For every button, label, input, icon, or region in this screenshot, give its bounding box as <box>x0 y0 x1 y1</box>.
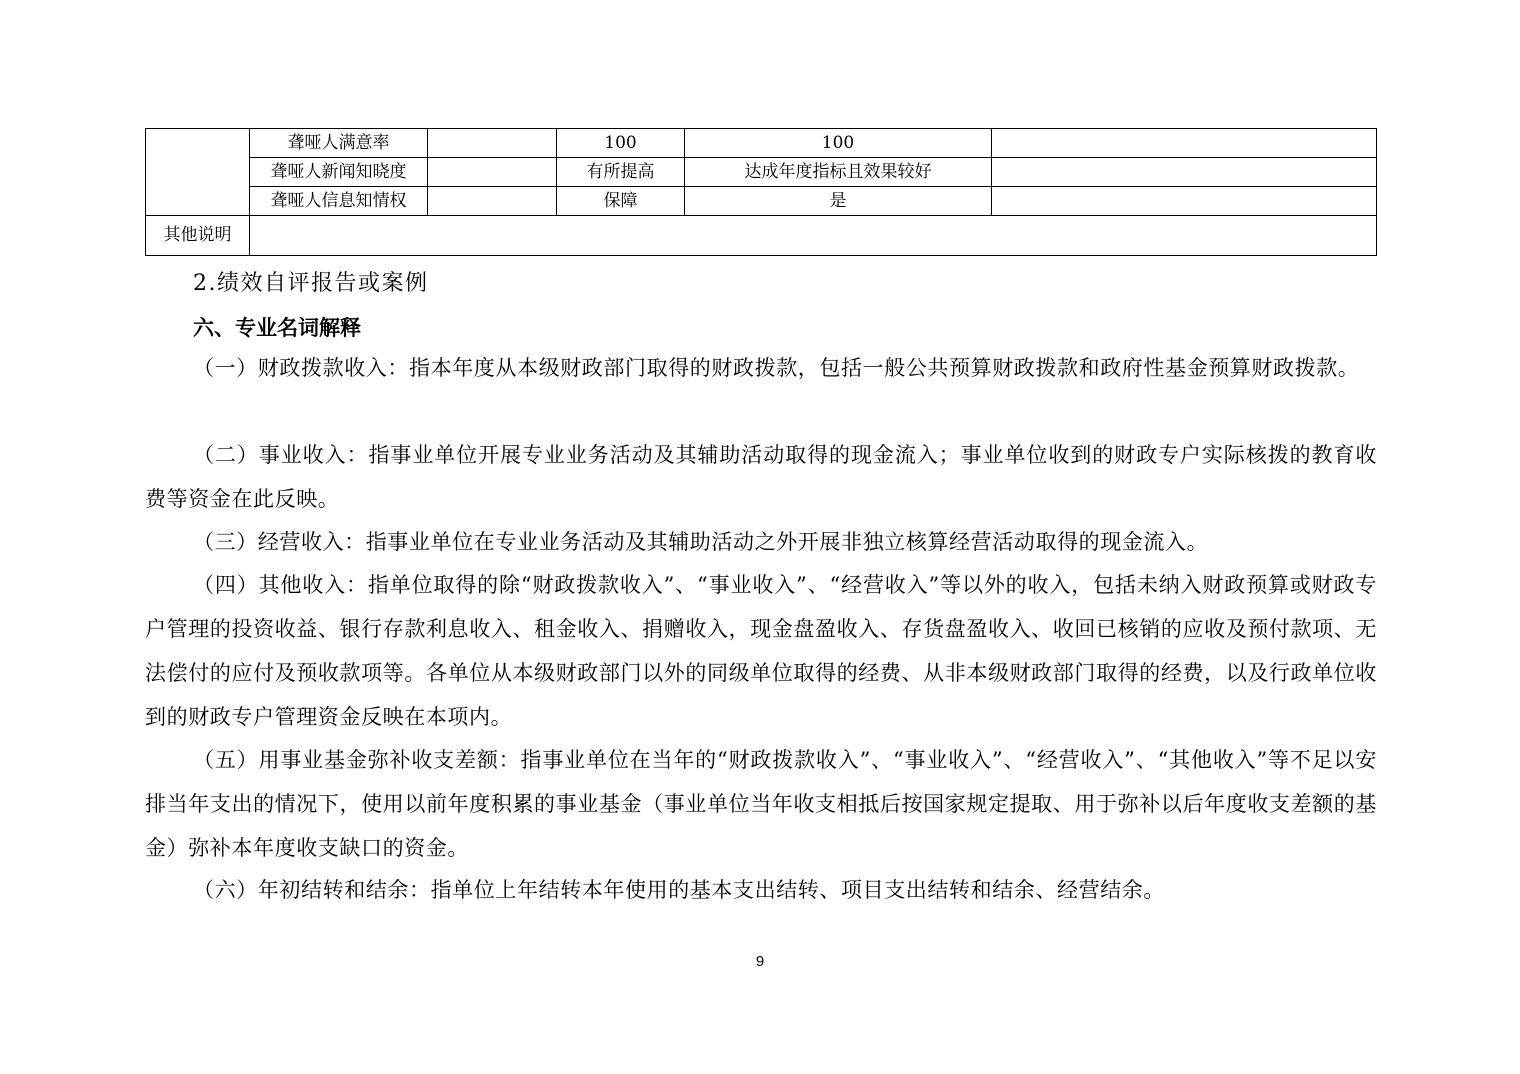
paragraph-other-income: （四）其他收入：指单位取得的除“财政拨款收入”、“事业收入”、“经营收入”等以外的收入，包括未纳入财政预算或财政专户管理的投资收益、银行存款利息收入、租金收入、捐赠收入，现金盘盈收入、存货盘盈收入、收回已核销的应收及预付款项、无法偿付的应付及预收款项等。各单位从本级财政部门以外的同级单位取得的经费、从非本级财政部门取得的经费，以及行政单位收到的财政专户管理资金反映在本项内。 <box>145 573 1377 729</box>
target-cell: 100 <box>557 129 685 158</box>
note-cell <box>992 187 1377 216</box>
table-row <box>146 187 1377 216</box>
category-cell <box>146 129 250 216</box>
table-row <box>146 158 1377 187</box>
paragraph-business-fund: （五）用事业基金弥补收支差额：指事业单位在当年的“财政拨款收入”、“事业收入”、“经营收入”、“其他收入”等不足以安排当年支出的情况下，使用以前年度积累的事业基金（事业单位当年收支相抵后按国家规定提取、用于弥补以后年度收支差额的基金）弥补本年度收支缺口的资金。 <box>145 748 1377 860</box>
page-number: 9 <box>755 953 765 970</box>
paragraph-carryover: （六）年初结转和结余：指单位上年结转本年使用的基本支出结转、项目支出结转和结余、经营结余。 <box>193 878 1165 902</box>
other-label-cell: 其他说明 <box>146 216 250 256</box>
table-row <box>146 129 1377 158</box>
paragraph-operating-income: （三）经营收入：指事业单位在专业业务活动及其辅助活动之外开展非独立核算经营活动取得的现金流入。 <box>193 530 1209 554</box>
actual-cell: 100 <box>685 129 992 158</box>
indicator-cell: 聋哑人信息知情权 <box>250 187 428 216</box>
empty-cell <box>428 158 557 187</box>
actual-cell: 达成年度指标且效果较好 <box>685 158 992 187</box>
paragraph-fiscal-appropriation: （一）财政拨款收入：指本年度从本级财政部门取得的财政拨款，包括一般公共预算财政拨款和政府性基金预算财政拨款。 <box>193 356 1360 380</box>
indicator-cell: 聋哑人新闻知晓度 <box>250 158 428 187</box>
empty-cell <box>428 187 557 216</box>
target-cell: 有所提高 <box>557 158 685 187</box>
note-cell <box>992 129 1377 158</box>
empty-cell <box>428 129 557 158</box>
note-cell <box>992 158 1377 187</box>
report-heading: 2.绩效自评报告或案例 <box>193 271 429 296</box>
paragraph-business-income: （二）事业收入：指事业单位开展专业业务活动及其辅助活动取得的现金流入；事业单位收到的财政专户实际核拨的教育收费等资金在此反映。 <box>145 443 1377 511</box>
table-row-other <box>146 216 1377 256</box>
target-cell: 保障 <box>557 187 685 216</box>
indicator-cell: 聋哑人满意率 <box>250 129 428 158</box>
section-heading: 六、专业名词解释 <box>193 316 361 340</box>
other-content-cell <box>250 216 1377 256</box>
actual-cell: 是 <box>685 187 992 216</box>
performance-table <box>145 128 1377 256</box>
